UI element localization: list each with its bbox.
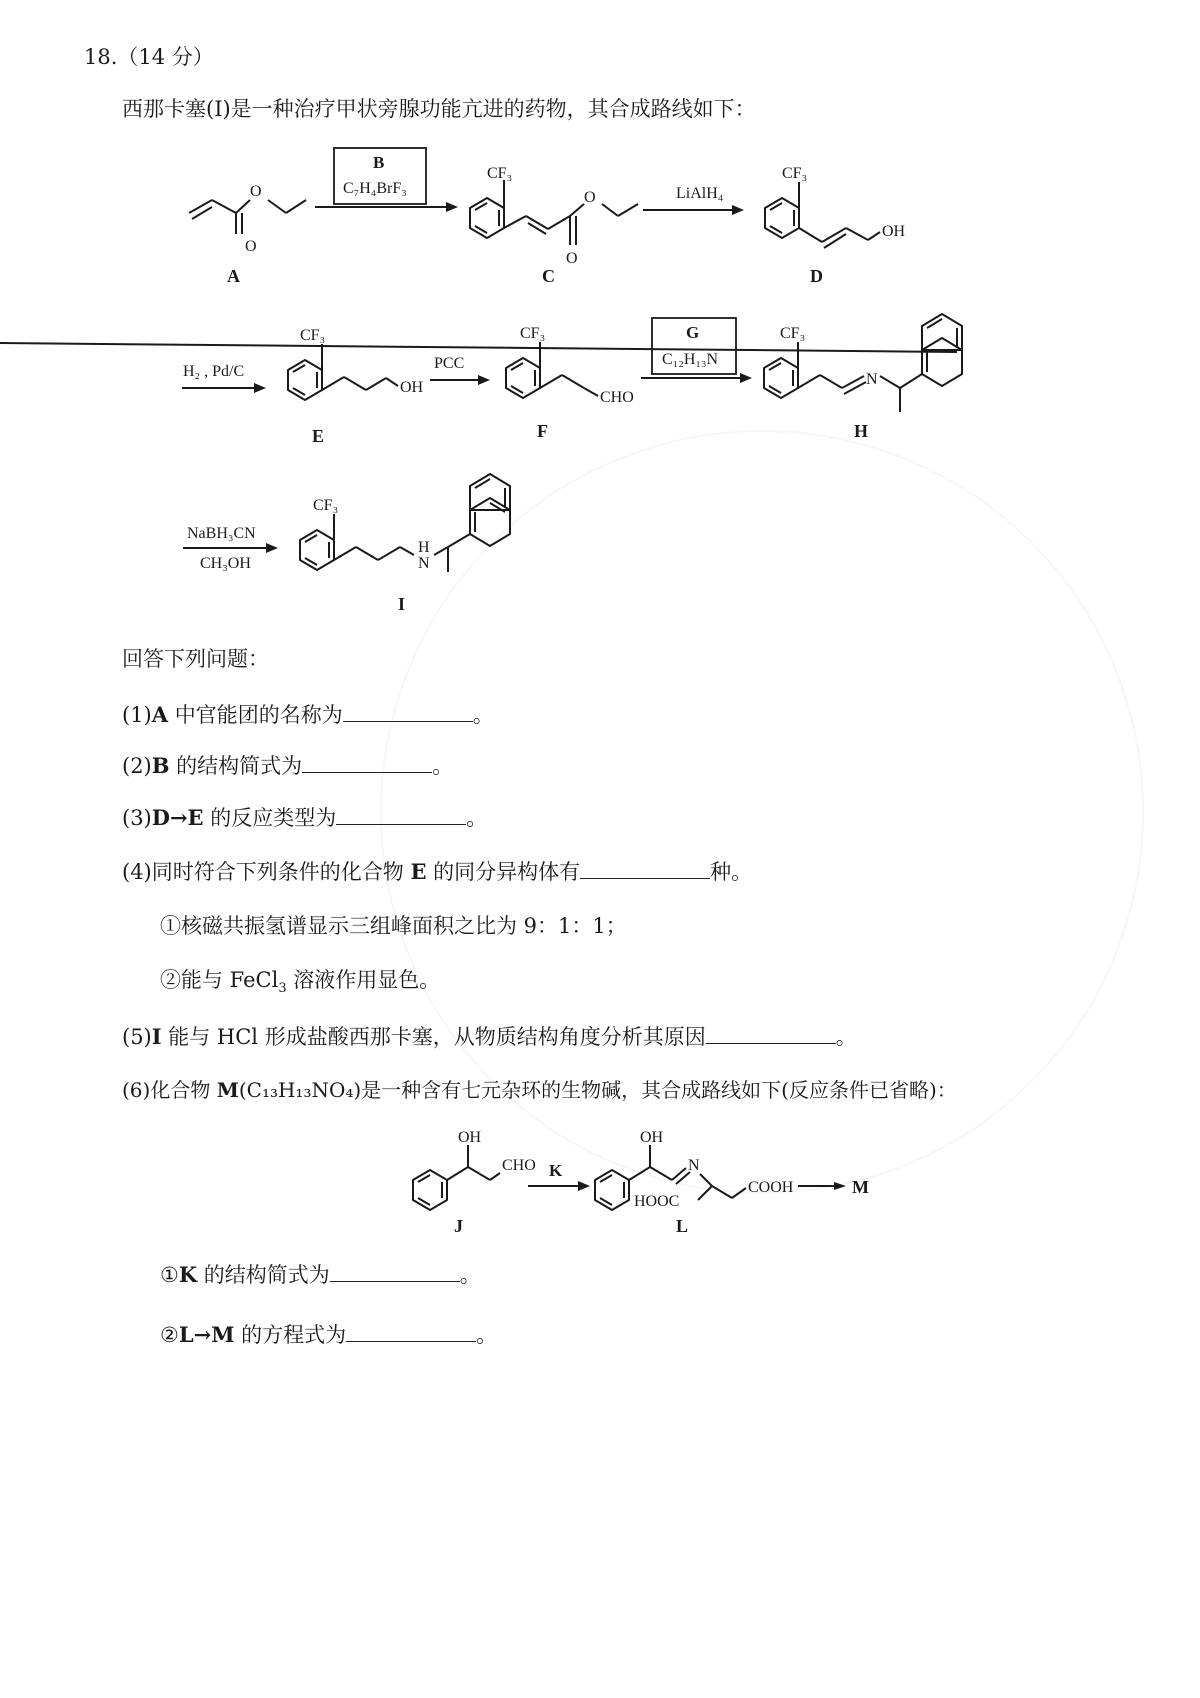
molecule-I [300,474,510,572]
svg-text:CF₃: CF₃ [487,165,513,182]
svg-text:OH: OH [458,1129,482,1146]
label-F: F [537,421,548,441]
answer-prompt: 回答下列问题： [122,647,269,671]
svg-text:CF₃: CF₃ [520,325,546,342]
question-6: (6)化合物 M(C₁₃H₁₃NO₄)是一种含有七元杂环的生物碱，其合成路线如下(反应条件已省略)： [122,1078,957,1102]
label-E: E [312,426,325,446]
molecule-J [413,1145,500,1210]
svg-text:OH: OH [882,223,906,240]
reagent-G-formula: C₁₂H₁₃N [662,351,719,368]
molecule-H [0,314,962,412]
svg-text:O: O [566,250,578,267]
question-1: (1)A 中官能团的名称为 。 [122,702,494,727]
question-4-condition-1: ①核磁共振氢谱显示三组峰面积之比为 9：1：1； [160,914,627,938]
answer-blank-2[interactable] [302,754,432,773]
arrow-c-to-d [643,205,744,215]
reagent-B: B [373,153,385,172]
molecule-F [506,342,598,398]
answer-blank-6-1[interactable] [330,1263,460,1282]
reagent-G: G [686,323,700,342]
label-A: A [227,266,240,286]
answer-blank-1[interactable] [343,703,473,722]
question-4: (4)同时符合下列条件的化合物 E 的同分异构体有 种。 [122,859,753,884]
svg-text:N: N [866,371,878,388]
molecule-C [470,180,638,245]
reagent-B-formula: C₇H₄BrF₃ [343,180,407,197]
molecule-D [765,182,880,248]
svg-text:O: O [584,189,596,206]
intro-text: 西那卡塞(I)是一种治疗甲状旁腺功能亢进的药物，其合成路线如下： [122,97,756,121]
svg-text:CF₃: CF₃ [780,325,806,342]
arrow-d-to-e [182,383,266,393]
svg-text:CF₃: CF₃ [782,165,808,182]
reagent-nabh3cn: NaBH₃CN [187,525,256,542]
svg-text:O: O [245,238,257,255]
svg-text:HOOC: HOOC [634,1193,680,1210]
svg-text:OH: OH [400,379,424,396]
svg-text:CF₃: CF₃ [300,327,326,344]
answer-blank-4[interactable] [580,860,710,879]
svg-text:O: O [250,183,262,200]
question-2: (2)B 的结构简式为 。 [122,753,454,778]
svg-text:H: H [418,539,430,556]
label-I: I [398,594,406,614]
reagent-h2-pdc: H₂ , Pd/C [183,363,245,380]
question-6-2: ②L→M 的方程式为 。 [160,1322,498,1347]
svg-text:COOH: COOH [748,1179,794,1196]
arrow-h-to-i [183,543,278,553]
question-number: 18.（14 分） [84,45,214,69]
svg-text:N: N [418,555,430,572]
reagent-lialh4: LiAlH₄ [676,185,724,202]
answer-blank-3[interactable] [336,806,466,825]
arrow-l-to-m [798,1182,846,1190]
label-M: M [852,1177,869,1197]
question-3: (3)D→E 的反应类型为 。 [122,805,488,830]
question-4-condition-2: ②能与 FeCl$_3$ 溶液作用显色。 [160,968,441,997]
label-D: D [810,266,823,286]
reagent-ch3oh: CH₃OH [200,555,251,572]
reagent-K: K [549,1161,563,1180]
svg-text:N: N [688,1157,700,1174]
reagent-pcc: PCC [434,355,465,372]
arrow-e-to-f [430,375,490,385]
label-C: C [542,266,555,286]
label-J: J [454,1216,463,1236]
arrow-j-to-l [528,1181,590,1191]
svg-text:CHO: CHO [600,389,634,406]
question-6-1: ①K 的结构简式为 。 [160,1262,481,1287]
label-L: L [676,1216,689,1236]
svg-text:CHO: CHO [502,1157,536,1174]
answer-blank-6-2[interactable] [346,1323,476,1342]
molecule-E [288,344,398,400]
molecule-A [189,200,306,234]
svg-text:OH: OH [640,1129,664,1146]
answer-blank-5[interactable] [706,1025,836,1044]
svg-text:CF₃: CF₃ [313,497,339,514]
label-H: H [854,421,869,441]
question-5: (5)I 能与 HCl 形成盐酸西那卡塞，从物质结构角度分析其原因 。 [122,1024,857,1049]
